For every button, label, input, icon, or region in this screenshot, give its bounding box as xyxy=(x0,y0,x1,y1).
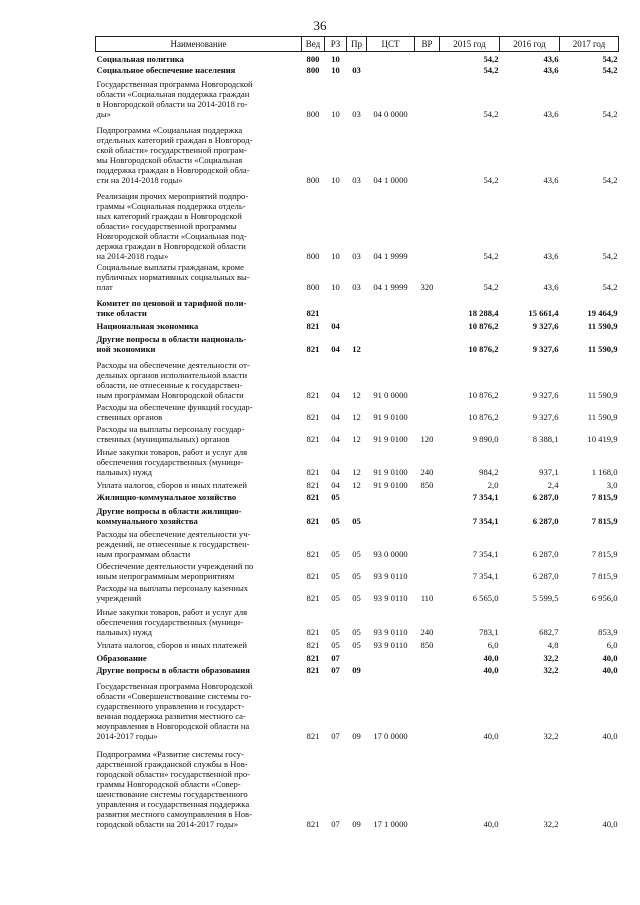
cell-pr xyxy=(347,52,367,64)
cell-pr: 03 xyxy=(352,174,361,185)
cell-2016: 43,6 xyxy=(543,64,559,75)
cell-2017: 54,2 xyxy=(602,108,618,119)
cell-2015: 7 354,1 xyxy=(472,570,499,581)
cell-pr xyxy=(347,650,367,663)
column-header-cst: ЦСТ xyxy=(367,37,415,52)
cell-pr: 09 xyxy=(352,818,361,829)
cell-rz: 04 xyxy=(331,479,340,490)
cell-2015: 54,2 xyxy=(483,281,499,292)
cell-name: Уплата налогов, сборов и иных платежей xyxy=(96,479,248,490)
table-row xyxy=(96,64,619,75)
cell-name: Расходы на обеспечение функций государ- ственных органов xyxy=(96,401,253,422)
cell-name: Государственная программа Новгородской области «Совершенствование системы го- сударственного управления и государст- венная поддержка развития местного са- моуправления в Новгородской области на 2014-2017 годы» xyxy=(96,680,253,741)
cell-2016: 32,2 xyxy=(543,818,559,829)
cell-2016: 43,6 xyxy=(543,281,559,292)
cell-2017: 40,0 xyxy=(602,664,618,675)
column-header-2017: 2017 год xyxy=(560,37,619,52)
cell-2015: 7 354,1 xyxy=(472,515,499,526)
cell-pr: 03 xyxy=(352,64,361,75)
cell-cst: 91 9 0100 xyxy=(373,433,408,444)
cell-2017: 6 956,0 xyxy=(591,592,618,603)
cell-vr xyxy=(415,354,440,400)
table-row xyxy=(96,261,619,292)
cell-vr: 850 xyxy=(420,479,434,490)
cell-2015: 10 876,2 xyxy=(468,389,499,400)
cell-2016: 9 327,6 xyxy=(532,343,559,354)
cell-2015: 40,0 xyxy=(483,818,499,829)
cell-2016: 4,8 xyxy=(547,639,559,650)
cell-2016: 43,6 xyxy=(543,108,559,119)
table-row xyxy=(96,185,619,261)
table-row xyxy=(96,75,619,119)
cell-rz: 04 xyxy=(331,466,340,477)
cell-2016: 32,2 xyxy=(543,730,559,741)
cell-ved: 821 xyxy=(306,307,320,318)
cell-2015: 2,0 xyxy=(487,479,499,490)
cell-2017: 40,0 xyxy=(602,730,618,741)
cell-vr xyxy=(415,52,440,64)
cell-vr xyxy=(415,663,440,675)
table-row xyxy=(96,292,619,318)
table-row xyxy=(96,331,619,354)
cell-name: Жилищно-коммунальное хозяйство xyxy=(96,491,237,502)
cell-vr xyxy=(415,75,440,119)
cell-name: Расходы на выплаты персоналу государ- ственных (муниципальных) органов xyxy=(96,423,245,444)
cell-rz: 10 xyxy=(331,108,340,119)
table-header-row xyxy=(96,37,619,52)
table-row xyxy=(96,422,619,444)
cell-pr: 03 xyxy=(352,108,361,119)
table-row xyxy=(96,444,619,477)
cell-rz: 04 xyxy=(331,320,340,331)
table-row xyxy=(96,603,619,637)
cell-cst xyxy=(367,502,415,526)
cell-2015: 6,0 xyxy=(487,639,499,650)
cell-2015: 54,2 xyxy=(483,108,499,119)
cell-ved: 821 xyxy=(306,479,320,490)
cell-2016: 6 287,0 xyxy=(532,491,559,502)
cell-name: Образование xyxy=(96,652,147,663)
cell-pr: 12 xyxy=(352,479,361,490)
cell-rz: 04 xyxy=(331,343,340,354)
cell-name: Национальная экономика xyxy=(96,320,199,331)
cell-ved: 821 xyxy=(306,515,320,526)
table-row xyxy=(96,663,619,675)
cell-2016: 43,6 xyxy=(543,53,559,64)
cell-cst: 93 9 0110 xyxy=(373,592,408,603)
cell-vr: 850 xyxy=(420,639,434,650)
cell-2015: 6 565,0 xyxy=(472,592,499,603)
cell-ved: 821 xyxy=(306,639,320,650)
cell-2017: 1 168,0 xyxy=(591,466,618,477)
cell-2016: 937,1 xyxy=(539,466,559,477)
cell-ved: 821 xyxy=(306,389,320,400)
table-row xyxy=(96,637,619,650)
cell-2016: 32,2 xyxy=(543,652,559,663)
cell-2016: 43,6 xyxy=(543,174,559,185)
cell-cst xyxy=(367,64,415,75)
cell-name: Иные закупки товаров, работ и услуг для обеспечения государственных (муници- пальных) нужд xyxy=(96,606,248,637)
cell-cst: 93 0 0000 xyxy=(373,548,408,559)
cell-ved: 800 xyxy=(306,108,320,119)
cell-vr xyxy=(415,490,440,502)
cell-rz: 07 xyxy=(331,664,340,675)
cell-rz: 05 xyxy=(331,626,340,637)
cell-ved: 800 xyxy=(306,64,320,75)
cell-vr: 120 xyxy=(420,433,434,444)
cell-name: Уплата налогов, сборов и иных платежей xyxy=(96,639,248,650)
cell-cst xyxy=(367,52,415,64)
cell-vr xyxy=(415,526,440,559)
cell-ved: 821 xyxy=(306,491,320,502)
cell-pr: 05 xyxy=(352,515,361,526)
cell-name: Государственная программа Новгородской области «Социальная поддержка граждан в Новгородской области на 2014-2018 го- ды» xyxy=(96,78,253,119)
cell-pr: 05 xyxy=(352,626,361,637)
cell-2015: 54,2 xyxy=(483,64,499,75)
cell-2017: 40,0 xyxy=(602,652,618,663)
cell-rz: 07 xyxy=(331,818,340,829)
cell-rz: 04 xyxy=(331,411,340,422)
cell-2017: 11 590,9 xyxy=(587,411,618,422)
cell-2017: 40,0 xyxy=(602,818,618,829)
cell-rz: 05 xyxy=(331,515,340,526)
cell-2015: 54,2 xyxy=(483,174,499,185)
cell-2016: 9 327,6 xyxy=(532,389,559,400)
cell-2015: 10 876,2 xyxy=(468,411,499,422)
cell-2015: 40,0 xyxy=(483,730,499,741)
cell-vr: 110 xyxy=(420,592,434,603)
cell-2017: 11 590,9 xyxy=(587,320,618,331)
cell-cst: 04 1 9999 xyxy=(373,281,408,292)
cell-rz: 10 xyxy=(331,64,340,75)
cell-rz: 05 xyxy=(331,491,340,502)
cell-ved: 821 xyxy=(306,626,320,637)
cell-ved: 821 xyxy=(306,411,320,422)
cell-2017: 853,9 xyxy=(598,626,618,637)
cell-ved: 821 xyxy=(306,652,320,663)
cell-2015: 54,2 xyxy=(483,250,499,261)
cell-vr xyxy=(415,400,440,422)
table-row xyxy=(96,119,619,185)
cell-rz: 10 xyxy=(331,250,340,261)
table-row xyxy=(96,477,619,490)
cell-rz: 05 xyxy=(331,592,340,603)
column-header-pr: Пр xyxy=(347,37,367,52)
cell-2017: 3,0 xyxy=(606,479,618,490)
cell-2017: 10 419,9 xyxy=(587,433,618,444)
cell-vr xyxy=(415,502,440,526)
cell-vr xyxy=(415,650,440,663)
cell-cst xyxy=(367,650,415,663)
cell-rz: 10 xyxy=(331,53,340,64)
cell-cst: 91 0 0000 xyxy=(373,389,408,400)
cell-pr: 12 xyxy=(352,433,361,444)
cell-name: Другие вопросы в области образования xyxy=(96,664,250,675)
cell-2017: 54,2 xyxy=(602,64,618,75)
cell-2016: 2,4 xyxy=(547,479,559,490)
cell-pr: 03 xyxy=(352,281,361,292)
cell-cst: 93 9 0110 xyxy=(373,626,408,637)
cell-vr xyxy=(415,64,440,75)
cell-vr xyxy=(415,292,440,318)
cell-ved: 800 xyxy=(306,174,320,185)
table-row xyxy=(96,502,619,526)
cell-2017: 11 590,9 xyxy=(587,343,618,354)
cell-2016: 9 327,6 xyxy=(532,411,559,422)
table-row xyxy=(96,559,619,581)
cell-name: Комитет по ценовой и тарифной поли- тике области xyxy=(96,297,247,318)
cell-rz: 05 xyxy=(331,548,340,559)
cell-pr xyxy=(347,292,367,318)
cell-rz: 07 xyxy=(331,652,340,663)
page-number: 36 xyxy=(313,18,327,33)
cell-2015: 10 876,2 xyxy=(468,343,499,354)
cell-name: Расходы на выплаты персоналу казенных учреждений xyxy=(96,582,249,603)
cell-pr: 12 xyxy=(352,389,361,400)
cell-name: Иные закупки товаров, работ и услуг для обеспечения государственных (муници- пальных) нужд xyxy=(96,446,248,477)
cell-ved: 821 xyxy=(306,433,320,444)
cell-cst: 17 1 0000 xyxy=(373,818,408,829)
cell-2017: 7 815,9 xyxy=(591,491,618,502)
column-header-name: Наименование xyxy=(96,37,302,52)
cell-pr: 03 xyxy=(352,250,361,261)
column-header-2016: 2016 год xyxy=(500,37,560,52)
cell-name: Подпрограмма «Социальная поддержка отдельных категорий граждан в Новгород- ской области» государственной програм- мы Новгородской области «Социальная поддержка граждан в Новгородской обла- сти на 2014-2018 годы» xyxy=(96,124,253,185)
cell-vr xyxy=(415,331,440,354)
table-body xyxy=(96,52,619,829)
cell-rz: 05 xyxy=(331,639,340,650)
cell-2017: 7 815,9 xyxy=(591,570,618,581)
cell-name: Обеспечение деятельности учреждений по иным непрограммным мероприятиям xyxy=(96,560,254,581)
cell-cst: 91 9 0100 xyxy=(373,411,408,422)
column-header-rz: РЗ xyxy=(325,37,347,52)
cell-pr: 05 xyxy=(352,639,361,650)
cell-2017: 6,0 xyxy=(606,639,618,650)
cell-ved: 821 xyxy=(306,818,320,829)
cell-ved: 821 xyxy=(306,320,320,331)
cell-2015: 10 876,2 xyxy=(468,320,499,331)
cell-name: Подпрограмма «Развитие системы госу- дарственной гражданской службы в Нов- городской области» государственной про- граммы Новгородской области «Совер- шенствование системы государственного управления и государственная поддержка развития местного самоуправления в Нов- городской области на 2014-2017 годы» xyxy=(96,748,252,829)
cell-2016: 5 599,5 xyxy=(532,592,559,603)
cell-2016: 32,2 xyxy=(543,664,559,675)
cell-rz: 07 xyxy=(331,730,340,741)
cell-name: Социальные выплаты гражданам, кроме публичных нормативных социальных вы- плат xyxy=(96,261,250,292)
cell-vr: 240 xyxy=(420,466,434,477)
budget-table xyxy=(95,36,619,829)
cell-name: Социальное обеспечение населения xyxy=(96,64,236,75)
cell-rz: 05 xyxy=(331,570,340,581)
cell-vr xyxy=(415,185,440,261)
cell-ved: 821 xyxy=(306,592,320,603)
cell-name: Реализация прочих мероприятий подпро- граммы «Социальная поддержка отдель- ных категорий граждан в Новгородской области» государственной программы Новгородской области «Социальная под- держка граждан в Новгородской области на 2014-2018 годы» xyxy=(96,190,249,261)
cell-2017: 54,2 xyxy=(602,53,618,64)
cell-rz: 04 xyxy=(331,433,340,444)
cell-cst xyxy=(367,490,415,502)
cell-2016: 6 287,0 xyxy=(532,515,559,526)
cell-cst: 93 9 0110 xyxy=(373,639,408,650)
table-row xyxy=(96,400,619,422)
cell-2015: 54,2 xyxy=(483,53,499,64)
cell-2016: 15 661,4 xyxy=(528,307,559,318)
cell-cst: 91 9 0100 xyxy=(373,466,408,477)
cell-2015: 40,0 xyxy=(483,652,499,663)
cell-2015: 984,2 xyxy=(479,466,499,477)
cell-2015: 7 354,1 xyxy=(472,491,499,502)
column-header-2015: 2015 год xyxy=(440,37,500,52)
cell-pr: 12 xyxy=(352,466,361,477)
cell-2017: 19 464,9 xyxy=(587,307,618,318)
cell-cst xyxy=(367,292,415,318)
cell-2016: 8 388,1 xyxy=(532,433,559,444)
table-row xyxy=(96,490,619,502)
cell-pr: 09 xyxy=(352,730,361,741)
cell-cst xyxy=(367,318,415,331)
cell-rz: 10 xyxy=(331,281,340,292)
cell-name: Другие вопросы в области националь- ной экономики xyxy=(96,333,247,354)
cell-2016: 6 287,0 xyxy=(532,548,559,559)
cell-vr xyxy=(415,119,440,185)
cell-vr xyxy=(415,559,440,581)
cell-rz xyxy=(325,292,347,318)
cell-pr: 05 xyxy=(352,592,361,603)
cell-cst: 04 0 0000 xyxy=(373,108,408,119)
cell-cst: 93 9 0110 xyxy=(373,570,408,581)
cell-cst: 17 0 0000 xyxy=(373,730,408,741)
cell-cst xyxy=(367,331,415,354)
cell-2016: 6 287,0 xyxy=(532,570,559,581)
cell-rz: 10 xyxy=(331,174,340,185)
cell-ved: 800 xyxy=(306,250,320,261)
cell-name: Расходы на обеспечение деятельности от- дельных органов исполнительной власти области, не отнесенные к государствен- ным программам Новгородской области xyxy=(96,359,250,400)
cell-2017: 54,2 xyxy=(602,281,618,292)
table-row xyxy=(96,52,619,64)
cell-2015: 18 288,4 xyxy=(468,307,499,318)
cell-ved: 821 xyxy=(306,466,320,477)
table-row xyxy=(96,650,619,663)
cell-pr xyxy=(347,318,367,331)
cell-2017: 54,2 xyxy=(602,250,618,261)
cell-name: Расходы на обеспечение деятельности уч- реждений, не отнесенные к государствен- ным программам области xyxy=(96,528,251,559)
cell-ved: 800 xyxy=(306,281,320,292)
cell-vr xyxy=(415,318,440,331)
cell-2015: 7 354,1 xyxy=(472,548,499,559)
cell-vr: 240 xyxy=(420,626,434,637)
cell-2015: 40,0 xyxy=(483,664,499,675)
cell-ved: 821 xyxy=(306,343,320,354)
column-header-vr: ВР xyxy=(415,37,440,52)
cell-ved: 821 xyxy=(306,570,320,581)
cell-cst: 04 1 0000 xyxy=(373,174,408,185)
cell-2017: 7 815,9 xyxy=(591,548,618,559)
cell-cst xyxy=(367,663,415,675)
cell-pr: 05 xyxy=(352,570,361,581)
cell-2016: 682,7 xyxy=(539,626,559,637)
cell-ved: 800 xyxy=(306,53,320,64)
cell-cst: 91 9 0100 xyxy=(373,479,408,490)
cell-2017: 7 815,9 xyxy=(591,515,618,526)
cell-pr: 12 xyxy=(352,343,361,354)
cell-2016: 9 327,6 xyxy=(532,320,559,331)
cell-name: Социальная политика xyxy=(96,53,184,64)
table-row xyxy=(96,354,619,400)
cell-2016: 43,6 xyxy=(543,250,559,261)
cell-ved: 821 xyxy=(306,548,320,559)
cell-vr xyxy=(415,741,440,829)
cell-2017: 54,2 xyxy=(602,174,618,185)
cell-cst: 04 1 9999 xyxy=(373,250,408,261)
cell-name: Другие вопросы в области жилищно- коммунального хозяйства xyxy=(96,505,242,526)
cell-pr: 09 xyxy=(352,664,361,675)
cell-rz: 04 xyxy=(331,389,340,400)
cell-vr: 320 xyxy=(420,281,434,292)
table-row xyxy=(96,675,619,741)
cell-ved: 821 xyxy=(306,664,320,675)
table-row xyxy=(96,581,619,603)
table-row xyxy=(96,741,619,829)
cell-2015: 783,1 xyxy=(479,626,499,637)
cell-pr: 05 xyxy=(352,548,361,559)
cell-2017: 11 590,9 xyxy=(587,389,618,400)
table-row xyxy=(96,526,619,559)
cell-vr xyxy=(415,675,440,741)
cell-2015: 9 890,0 xyxy=(472,433,499,444)
table-row xyxy=(96,318,619,331)
cell-pr xyxy=(347,490,367,502)
cell-pr: 12 xyxy=(352,411,361,422)
column-header-ved: Вед xyxy=(302,37,325,52)
cell-ved: 821 xyxy=(306,730,320,741)
